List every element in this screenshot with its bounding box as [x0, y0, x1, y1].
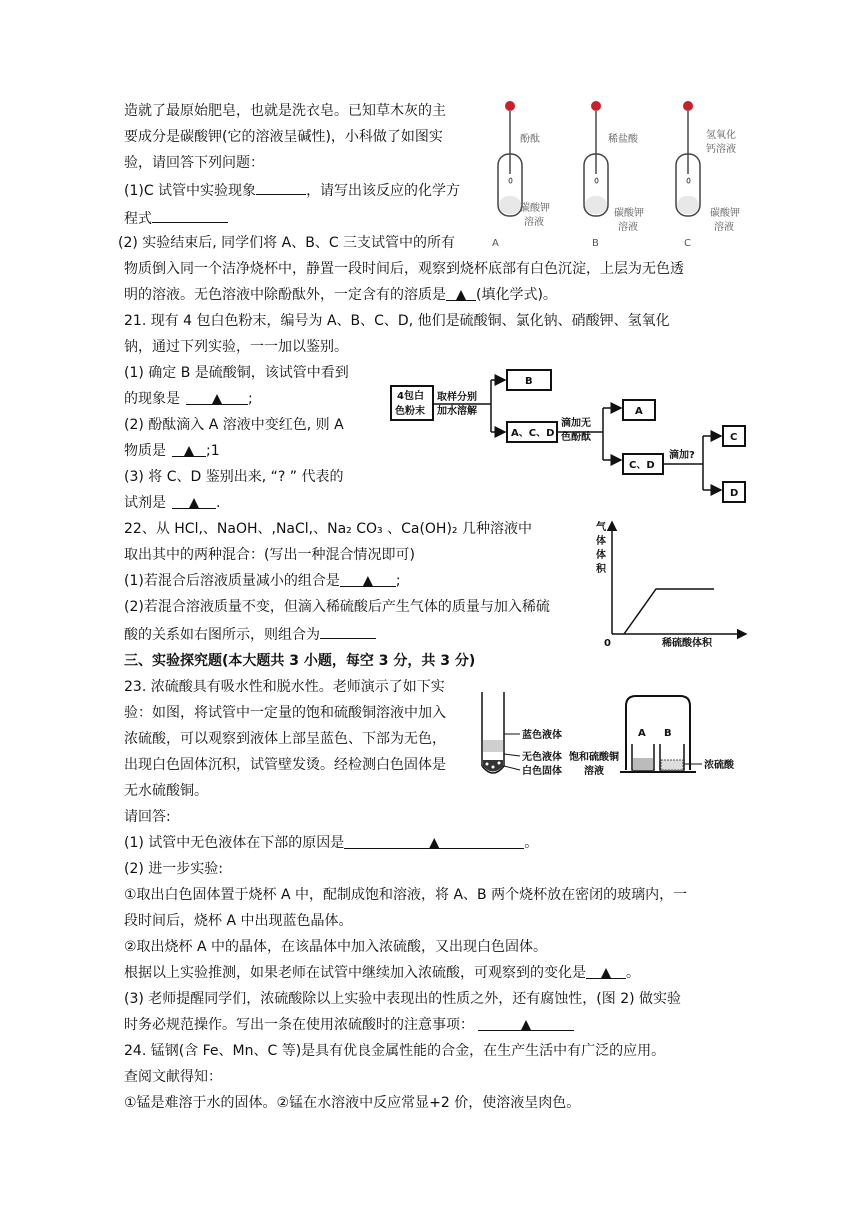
q20-part2-end: (填化学式)。: [476, 287, 557, 303]
answer-blank[interactable]: [172, 492, 216, 509]
beaker-label-a: A: [638, 728, 646, 739]
q20-part1: [124, 178, 460, 202]
tube-label-b: B: [592, 238, 599, 249]
label-blue-liquid: 蓝色液体: [522, 730, 562, 741]
graph-origin: 0: [604, 638, 611, 649]
q23-line2: 验：如图，将试管中一定量的饱和硫酸铜溶液中加入: [124, 705, 446, 721]
label-conc-acid: 浓硫酸: [704, 760, 734, 771]
test-tube-a: [498, 101, 522, 216]
flow-step2-text1: 滴加无: [561, 418, 591, 429]
q21-part2: (2) 酚酞滴入 A 溶液中变红色, 则 A: [124, 417, 344, 433]
reagent-label-b: 稀盐酸: [608, 134, 638, 145]
q22-part2-text: 酸的关系如右图所示，则组合为: [124, 627, 320, 643]
q22-part2-cont: [124, 622, 376, 646]
q21-part2-text: 物质是: [124, 443, 166, 459]
answer-blank[interactable]: [586, 962, 626, 979]
flow-start-text1: 4包白: [397, 391, 424, 402]
q24-line2: 查阅文献得知：: [124, 1069, 222, 1085]
q23-line1: 23. 浓硫酸具有吸水性和脱水性。老师演示了如下实: [124, 679, 445, 695]
q21-part1-cont: [124, 388, 253, 410]
q21-dot: .: [216, 495, 221, 511]
solution-label-c2: 溶液: [714, 222, 734, 233]
flowchart: [385, 362, 755, 508]
q20-line2: 要成分是碳酸钾(它的溶液呈碱性)，小科做了如图实: [124, 129, 443, 145]
solution-label-a1: 碳酸钾: [520, 203, 550, 214]
q23-step1: ①取出白色固体置于烧杯 A 中，配制成饱和溶液，将 A、B 两个烧杯放在密闭的玻璃内，一: [124, 887, 688, 903]
answer-blank[interactable]: [478, 1014, 574, 1031]
flow-start-text2: 色粉末: [395, 406, 425, 417]
q21-title2: 钠，通过下列实验，一一加以鉴别。: [124, 339, 348, 355]
flow-b-text: B: [525, 376, 533, 387]
solution-label-a2: 溶液: [524, 217, 544, 228]
reagent-label-a: 酚酞: [520, 134, 540, 145]
q20-part2-l2: 物质倒入同一个洁净烧杯中，静置一段时间后，观察到烧杯底部有白色沉淀，上层为无色透: [124, 261, 684, 277]
q22-part1: [124, 570, 401, 592]
q23-part1: [124, 832, 538, 854]
solution-label-c1: 碳酸钾: [710, 208, 740, 219]
answer-blank[interactable]: [320, 622, 376, 639]
section-3-title: 三、实验探究题(本大题共 3 小题，每空 3 分，共 3 分): [124, 653, 476, 669]
solution-label-b2: 溶液: [618, 222, 638, 233]
gas-volume-graph: [596, 516, 752, 650]
q20-part1-text3: 程式: [124, 211, 152, 227]
graph-ylabel-2: 体: [596, 536, 606, 547]
graph-ylabel-4: 积: [596, 564, 606, 575]
answer-blank[interactable]: [256, 178, 306, 195]
q21-semi1: ;1: [206, 443, 220, 459]
solution-label-b1: 碳酸钾: [614, 208, 644, 219]
test-tubes-figure: [484, 96, 754, 256]
graph-ylabel-3: 体: [596, 550, 606, 561]
flow-step1-text1: 取样分别: [437, 392, 477, 403]
q23-part3: (3) 老师提醒同学们，浓硫酸除以上实验中表现出的性质之外，还有腐蚀性，(图 2) 做实验: [124, 991, 682, 1007]
flow-cd-text: C、D: [629, 460, 655, 471]
answer-blank[interactable]: [340, 570, 396, 587]
q24-line1: 24. 锰钢(含 Fe、Mn、C 等)是具有优良金属性能的合金，在生产生活中有广泛的应用。: [124, 1043, 666, 1059]
answer-blank[interactable]: [152, 206, 228, 223]
answer-marker: ▲: [211, 391, 223, 407]
q23-line3: 浓硫酸，可以观察到液体上部呈蓝色、下部为无色，: [124, 731, 446, 747]
answer-marker: ▲: [183, 443, 195, 459]
flow-step2-text2: 色酚酞: [561, 432, 591, 443]
label-white-solid: 白色固体: [522, 766, 562, 777]
answer-marker: ▲: [188, 495, 200, 511]
test-tube-b: [584, 101, 608, 216]
q23-part3-text: 时务必规范操作。写出一条在使用浓硫酸时的注意事项：: [124, 1017, 474, 1033]
q21-part3-text: 试剂是: [124, 495, 166, 511]
q21-part3: (3) 将 C、D 鉴别出来, “? ” 代表的: [124, 469, 344, 485]
q22-line2: 取出其中的两种混合：(写出一种混合情况即可): [124, 547, 415, 563]
q20-part2: (2) 实验结束后, 同学们将 A、B、C 三支试管中的所有: [118, 235, 456, 251]
q23-line4: 出现白色固体沉积，试管壁发烫。经检测白色固体是: [124, 757, 446, 773]
q23-step2: ②取出烧杯 A 中的晶体，在该晶体中加入浓硫酸，又出现白色固体。: [124, 939, 548, 955]
q21-semi: ;: [248, 391, 253, 407]
q23-step1-cont: 段时间后，烧杯 A 中出现蓝色晶体。: [124, 913, 353, 929]
label-saturated-1: 饱和硫酸铜: [569, 752, 619, 763]
test-tube-c: [676, 101, 700, 216]
q23-line5: 无水硫酸铜。: [124, 783, 208, 799]
q20-part2-text: 明的溶液。无色溶液中除酚酞外，一定含有的溶质是: [124, 287, 446, 303]
q20-part1-text2: ，请写出该反应的化学方: [306, 183, 461, 199]
answer-blank[interactable]: [186, 388, 248, 405]
flow-c-text: C: [730, 432, 738, 443]
q23-part2: (2) 进一步实验:: [124, 861, 223, 877]
q22-part1-text: (1)若混合后溶液质量减小的组合是: [124, 573, 340, 589]
q21-part1: (1) 确定 B 是硫酸铜，该试管中看到: [124, 365, 349, 381]
q23-step3-text: 根据以上实验推测，如果老师在试管中继续加入浓硫酸，可观察到的变化是: [124, 965, 586, 981]
q20-part1-cont: [124, 206, 228, 230]
q22-part2: (2)若混合溶液质量不变，但滴入稀硫酸后产生气体的质量与加入稀硫: [124, 599, 550, 615]
q23-line6: 请回答:: [124, 809, 171, 825]
reagent-label-c2: 钙溶液: [706, 144, 736, 155]
beaker-label-b: B: [664, 728, 672, 739]
q23-step3: [124, 962, 640, 984]
q24-line3: ①锰是难溶于水的固体。②锰在水溶液中反应常显+2 价，使溶液呈肉色。: [124, 1095, 581, 1111]
answer-marker: ▲: [520, 1017, 532, 1033]
flow-a-text: A: [635, 406, 643, 417]
answer-blank[interactable]: [446, 284, 476, 301]
graph-curve: [624, 589, 714, 634]
answer-blank[interactable]: [172, 440, 206, 457]
label-saturated-2: 溶液: [584, 766, 604, 777]
q20-line3: 验，请回答下列问题：: [124, 155, 264, 171]
q21-part3-cont: [124, 492, 220, 514]
q23-part1-text: (1) 试管中无色液体在下部的原因是: [124, 835, 345, 851]
sulfuric-acid-figure: [474, 688, 764, 780]
answer-marker: ▲: [600, 965, 612, 981]
q20-line1: 造就了最原始肥皂，也就是洗衣皂。已知草木灰的主: [124, 103, 446, 119]
q22-line1: 22、从 HCl,、NaOH、,NaCl,、Na₂ CO₃ 、Ca(OH)₂ 几种溶液中: [124, 521, 532, 537]
q21-title: 21. 现有 4 包白色粉末，编号为 A、B、C、D, 他们是硫酸铜、氯化钠、硝酸钾、氢氧化: [124, 313, 670, 329]
flow-step1-text2: 加水溶解: [437, 406, 477, 417]
answer-marker: ▲: [455, 287, 467, 303]
q22-part1-end: ;: [395, 573, 401, 589]
flow-step3-text: 滴加?: [669, 450, 695, 461]
answer-marker: ▲: [362, 573, 374, 589]
tube-label-a: A: [492, 238, 499, 249]
q20-part1-text: (1)C 试管中实验现象: [124, 183, 257, 199]
answer-blank[interactable]: [344, 832, 524, 849]
flow-acd-text: A、C、D: [511, 428, 555, 439]
flow-d-text: D: [730, 488, 739, 499]
q21-part2-cont: [124, 440, 220, 462]
reagent-label-c1: 氢氧化: [706, 130, 736, 141]
q20-part2-l3: [124, 284, 557, 306]
q21-part1-text: 的现象是: [124, 391, 180, 407]
graph-xlabel: 稀硫酸体积: [662, 638, 712, 649]
test-tube: [482, 692, 504, 773]
q23-part1-end: 。: [524, 835, 539, 851]
graph-ylabel-1: 气: [596, 522, 606, 533]
label-colorless-liquid: 无色液体: [522, 752, 562, 763]
q23-part3-cont: [124, 1014, 574, 1036]
answer-marker: ▲: [428, 835, 440, 851]
q23-step3-end: 。: [626, 965, 640, 981]
tube-label-c: C: [684, 238, 691, 249]
